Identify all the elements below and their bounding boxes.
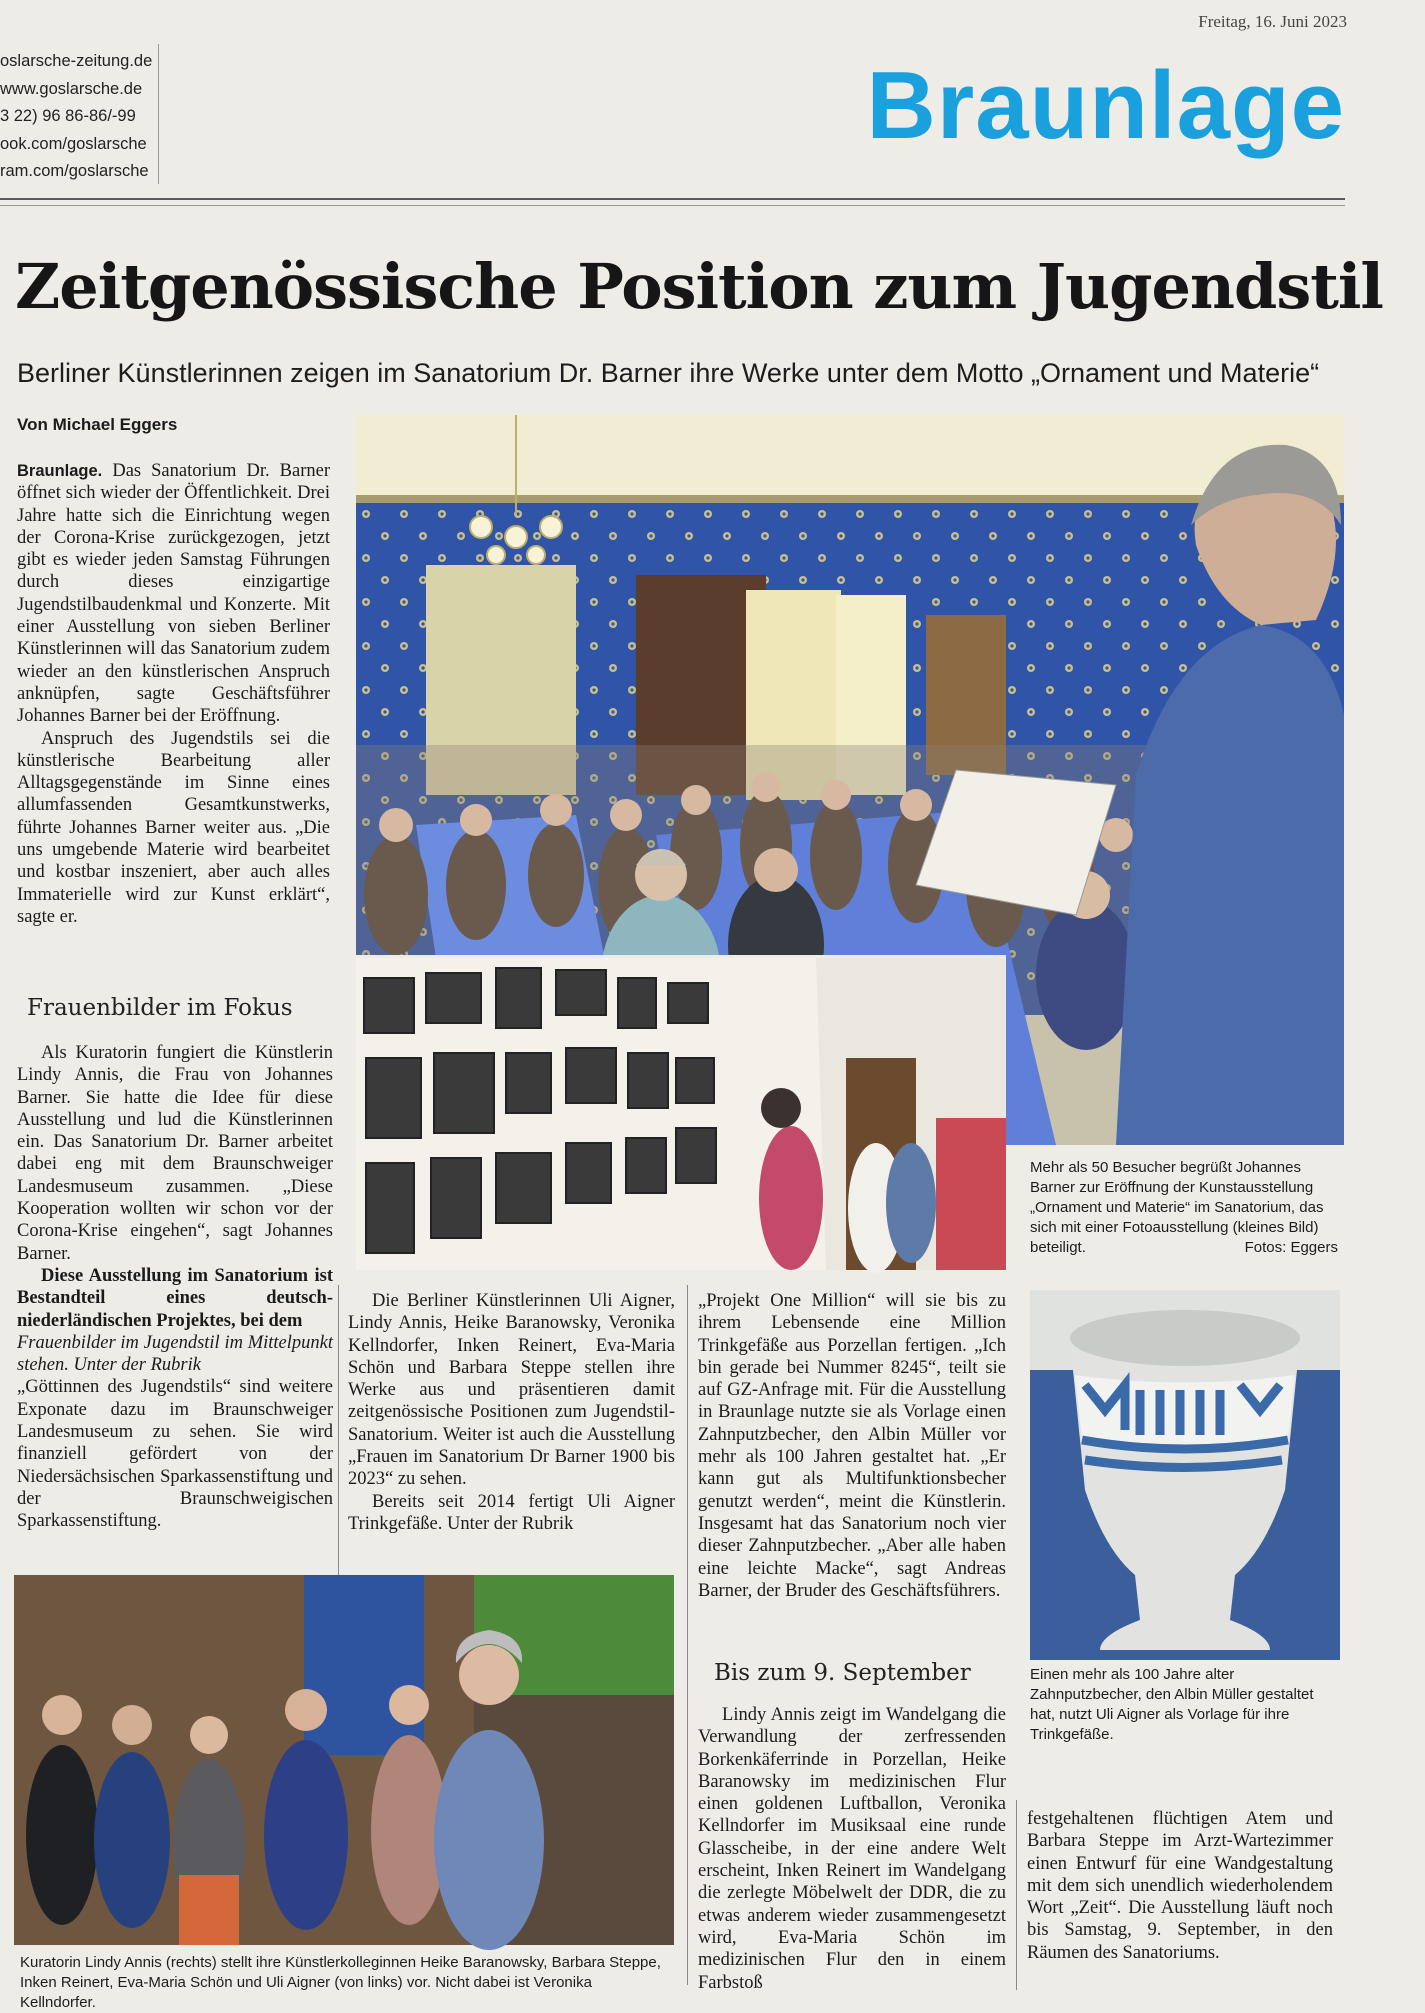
paragraph: Lindy Annis zeigt im Wandelgang die Verwandlung der zerfressenden Borkenkäferrinde in Porzellan, Heike Baranowsky im medizinischen Flur einen goldenen Luftballon, Veronika Kellndorfer im Musiksaal eine runde Glasscheibe, in der eine andere Welt erscheint, Inken Reinert im Wandelgang die zerlegte Möbelwelt der DDR, die zu etwas anderem wieder zusammengesetzt wird, Eva-Maria Schön im medizinischen Flur den in einem Farbstoß [698, 1705, 1006, 1993]
paragraph: „Göttinnen des Jugendstils“ sind weitere Exponate dazu im Braunschweiger Landesmuseum zu sehen. Sie wird finanziell gefördert von der Niedersächsischen Sparkassenstiftung und der Braunschweigischen Sparkassenstiftung. [17, 1377, 333, 1532]
column-rule [338, 1285, 339, 1585]
paragraph: festgehaltenen flüchtigen Atem und Barbara Steppe im Arzt-Wartezimmer einen Entwurf für eine Wandgestaltung mit dem sich unendlich wiederholendem Wort „Zeit“. Die Ausstellung läuft noch bis Samstag, 9. September, in den Räumen des Sanatoriums. [1027, 1809, 1333, 1963]
caption-text: Mehr als 50 Besucher begrüßt Johannes Barner zur Eröffnung der Kunstausstellung „Ornament und Materie“ im Sanatorium, das sich mit einer Fotoausstellung (kleines Bild) beteiligt. [1030, 1159, 1324, 1256]
section-title: Braunlage [866, 52, 1345, 159]
paragraph: Als Kuratorin fungiert die Künstlerin Lindy Annis, die Frau von Johannes Barner. Sie hatte die Idee für diese Ausstellung und lud die Künstlerinnen ein. Das Sanatorium Dr. Barner arbeitet dabei eng mit dem Braunschweiger Landesmuseum zusammen. „Diese Kooperation wollten wir schon vor der Corona-Krise eingehen“, sagt Johannes Barner. [17, 1043, 333, 1264]
paragraph: „Projekt One Million“ will sie bis zu ihrem Lebensende eine Million Trinkgefäße aus Porzellan fertigen. „Ich bin gerade bei Nummer 8245“, teilt sie auf GZ-Anfrage mit. Für die Ausstellung in Braunlage nutzte sie als Vorlage einen Zahnputzbecher, den Albin Müller vor mehr als 100 Jahren gestaltet hat. „Er kann gut als Multifunktionsbecher genutzt werden“, meint die Künstlerin. Insgesamt hat das Sanatorium noch vier dieser Zahnputzbecher. „Aber alle haben eine leichte Macke“, sagt Andreas Barner, der Bruder des Geschäftsführers. [698, 1291, 1006, 1601]
paragraph: Das Sanatorium Dr. Barner öffnet sich wieder der Öffentlichkeit. Drei Jahre hatte sich die Einrichtung wegen der Corona-Krise zurückgezogen, jetzt gibt es wieder jeden Samstag Führungen durch dieses einzigartige Jugendstilbaudenkmal und Konzerte. Mit einer Ausstellung von sieben Berliner Künstlerinnen will das Sanatorium zudem wieder an den künstlerischen Anspruch anknüpfen, sagte Geschäftsführer Johannes Barner bei der Eröffnung. [17, 461, 330, 727]
text-column-3 [698, 1290, 1006, 1602]
subheading-september: Bis zum 9. September [714, 1660, 971, 1686]
paragraph: Die Berliner Künstlerinnen Uli Aigner, Lindy Annis, Heike Baranowsky, Veronika Kellndorfer, Inken Reinert, Eva-Maria Schön und Barbara Steppe stellen ihre Werke aus und präsentieren damit zeitgenössische Positionen zum Jugendstil-Sanatorium. Weiter ist auch die Ausstellung „Frauen im Sanatorium Dr Barner 1900 bis 2023“ zu sehen. [348, 1291, 675, 1490]
paragraph: Bereits seit 2014 fertigt Uli Aigner Trinkgefäße. Unter der Rubrik [348, 1491, 675, 1534]
masthead-rule-thin [0, 205, 1345, 206]
contact-info [0, 48, 160, 186]
contact-line: oslarsche-zeitung.de [0, 52, 153, 70]
contact-line: ook.com/goslarsche [0, 134, 147, 153]
text-column-4 [1027, 1808, 1333, 1964]
contact-line: 3 22) 96 86-86/-99 [0, 107, 136, 125]
dateline: Braunlage. [17, 462, 103, 480]
photo-toothbrush-cup [1030, 1290, 1340, 1660]
photo-artists-group [14, 1575, 674, 1945]
contact-line: ram.com/goslarsche [0, 162, 149, 180]
text-column-1 [17, 460, 330, 928]
photo-credit: Fotos: Eggers [1244, 1239, 1338, 1256]
column-rule [687, 1285, 688, 1985]
caption-group-photo: Kuratorin Lindy Annis (rechts) stellt ihre Künstlerkolleginnen Heike Baranowsky, Barbara Steppe, Inken Reinert, Eva-Maria Schön und Uli Aigner (von links) vor. Nicht dabei ist Veronika Kellndorfer. [20, 1954, 661, 2011]
text-column-3b [698, 1704, 1006, 1994]
caption-main-photo [1030, 1158, 1338, 1258]
masthead-rule [0, 198, 1345, 200]
article-byline: Von Michael Eggers [17, 415, 178, 434]
article-headline: Zeitgenössische Position zum Jugendstil [15, 250, 1383, 323]
caption-cup-photo: Einen mehr als 100 Jahre alter Zahnputzbecher, den Albin Müller gestaltet hat, nutzt Uli Aigner als Vorlage für ihre Trinkgefäße. [1030, 1666, 1314, 1743]
subheading-frauenbilder: Frauenbilder im Fokus [27, 995, 293, 1021]
text-column-1b [17, 1042, 333, 1533]
article-subheadline: Berliner Künstlerinnen zeigen im Sanatorium Dr. Barner ihre Werke unter dem Motto „Ornament und Materie“ [17, 358, 1320, 388]
paragraph: Anspruch des Jugendstils sei die künstlerische Bearbeitung aller Alltagsgegenstände im Sinne eines allumfassenden Gesamtkunstwerks, führte Johannes Barner weiter aus. „Die uns umgebende Materie wird bearbeitet und kostbar inszeniert, aber auch alles Immaterielle wird zur Kunst erklärt“, sagte er. [17, 728, 330, 927]
photo-photo-exhibition [356, 955, 1006, 1267]
contact-line: www.goslarsche.de [0, 79, 143, 98]
paragraph: Frauenbilder im Jugendstil im Mittelpunkt stehen. Unter der Rubrik [17, 1332, 333, 1376]
column-rule [1016, 1800, 1017, 1990]
text-column-2 [348, 1290, 675, 1535]
issue-date: Freitag, 16. Juni 2023 [1198, 12, 1347, 31]
paragraph: Diese Ausstellung im Sanatorium ist Bestandteil eines deutsch-niederländischen Projektes, bei dem [17, 1265, 333, 1331]
masthead-divider [158, 44, 159, 184]
